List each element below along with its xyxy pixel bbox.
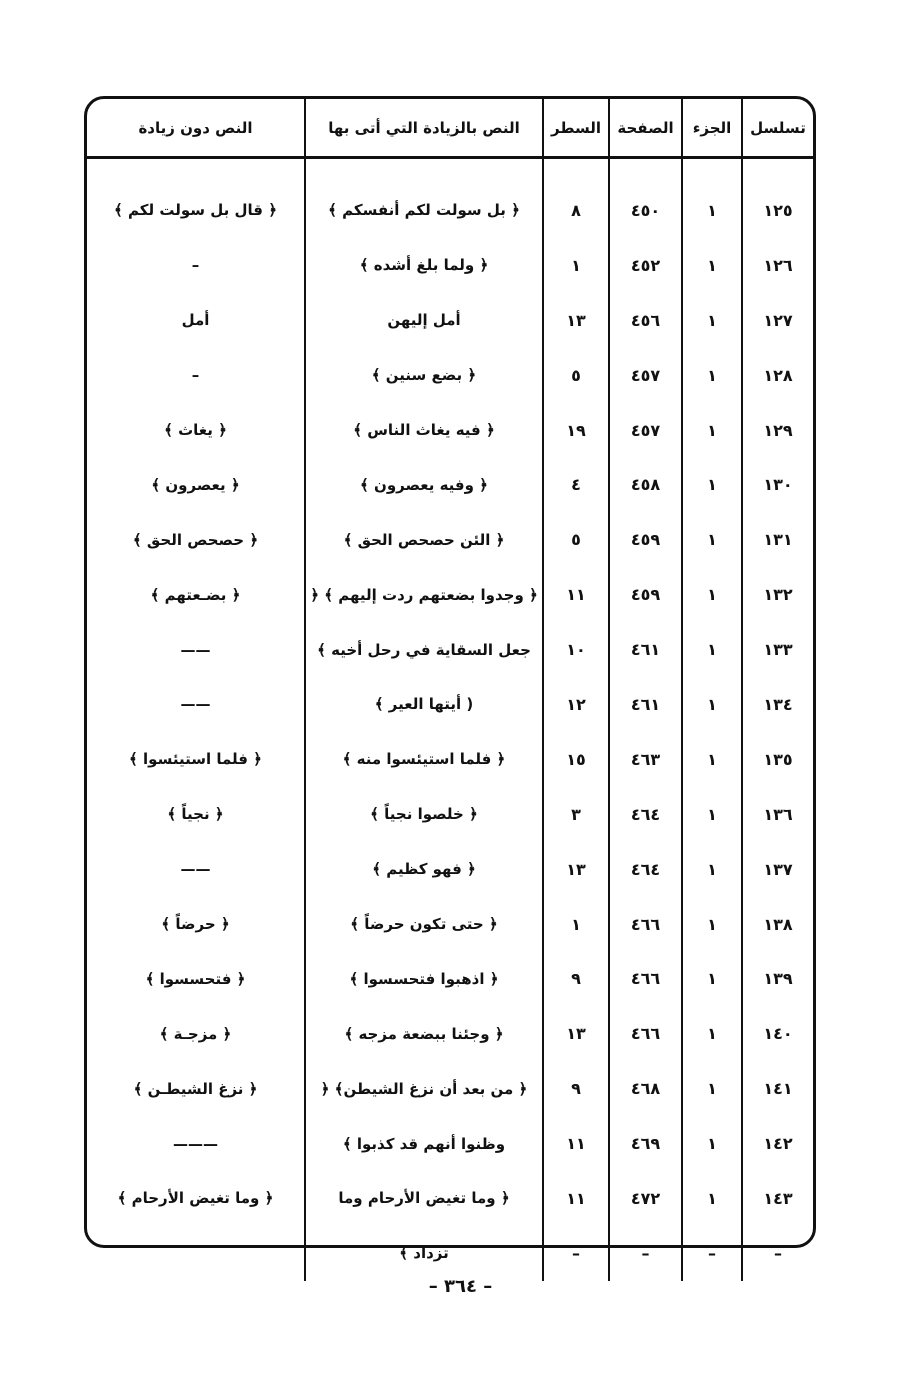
header-text-with-addition: النص بالزيادة التي أتى بها bbox=[305, 99, 543, 158]
cell-page: ٤٦٦ bbox=[609, 1006, 682, 1061]
table-frame bbox=[84, 96, 816, 1263]
cell-page: ٤٥٩ bbox=[609, 567, 682, 622]
cell-line: ١١ bbox=[543, 1171, 609, 1226]
cell-line: ٥ bbox=[543, 512, 609, 567]
cell-serial: ١٣٤ bbox=[742, 677, 813, 732]
cell-text-with-addition: ﴿ حتى تكون حرضاً ﴾ bbox=[305, 897, 543, 952]
cell-part: ١ bbox=[682, 238, 742, 293]
cell-text-with-addition: ( أيتها العير ﴾ bbox=[305, 677, 543, 732]
cell-page: ٤٦٤ bbox=[609, 842, 682, 897]
cell-text-with-addition: ﴿ وما تغيض الأرحام وما bbox=[305, 1171, 543, 1226]
cell-part: ١ bbox=[682, 732, 742, 787]
cell-line: ١ bbox=[543, 238, 609, 293]
table-row bbox=[87, 1226, 813, 1281]
cell-page: ٤٥٠ bbox=[609, 158, 682, 238]
cell-text-with-addition: ﴿ فهو كظيم ﴾ bbox=[305, 842, 543, 897]
cell-part: ١ bbox=[682, 787, 742, 842]
cell-text-without-addition: ﴿ فلما استيئسوا ﴾ bbox=[129, 750, 262, 769]
cell-line: ١١ bbox=[543, 567, 609, 622]
cell-line: ١٥ bbox=[543, 732, 609, 787]
cell-line: ١٢ bbox=[543, 677, 609, 732]
cell-serial: ١٣٦ bbox=[742, 787, 813, 842]
table-row bbox=[87, 1116, 813, 1171]
cell-page: ٤٥٨ bbox=[609, 457, 682, 512]
cell-serial: ١٣٧ bbox=[742, 842, 813, 897]
cell-text-without-addition: —— bbox=[180, 860, 211, 879]
header-line: السطر bbox=[543, 99, 609, 158]
cell-text-without-addition: ﴿ وما تغيض الأرحام ﴾ bbox=[117, 1189, 274, 1208]
table-row bbox=[87, 238, 813, 293]
cell-text-with-addition: تزداد ﴾ bbox=[305, 1226, 543, 1281]
cell-text-without-addition: – bbox=[191, 366, 200, 385]
cell-text-with-addition: ﴿ ولما بلغ أشده ﴾ bbox=[305, 238, 543, 293]
cell-page: ٤٥٧ bbox=[609, 348, 682, 403]
cell-part: ١ bbox=[682, 1116, 742, 1171]
cell-text-without-addition: ﴿ حرضاً ﴾ bbox=[161, 915, 230, 934]
cell-part: ١ bbox=[682, 158, 742, 238]
table-row bbox=[87, 512, 813, 567]
table-row bbox=[87, 1006, 813, 1061]
cell-page: – bbox=[609, 1226, 682, 1281]
cell-part: – bbox=[682, 1226, 742, 1281]
cell-line: ١١ bbox=[543, 1116, 609, 1171]
table-row bbox=[87, 677, 813, 732]
cell-part: ١ bbox=[682, 951, 742, 1006]
cell-text-without-addition: ﴿ يغاث ﴾ bbox=[164, 421, 227, 439]
cell-line: ١٠ bbox=[543, 622, 609, 677]
table-row bbox=[87, 787, 813, 842]
cell-serial: ١٤١ bbox=[742, 1061, 813, 1116]
cell-text-with-addition: ﴿ وجدوا بضعتهم ردت إليهم ﴾ ﴿ bbox=[305, 567, 543, 622]
cell-page: ٤٥٦ bbox=[609, 293, 682, 348]
cell-text-with-addition: ﴿ بل سولت لكم أنفسكم ﴾ bbox=[305, 158, 543, 238]
cell-text-with-addition: أمل إليهن bbox=[305, 293, 543, 348]
cell-part: ١ bbox=[682, 348, 742, 403]
cell-text-with-addition: وظنوا أنهم قد كذبوا ﴾ bbox=[305, 1116, 543, 1171]
cell-text-with-addition: ﴿ من بعد أن نزغ الشيطن﴾ ﴿ bbox=[305, 1061, 543, 1116]
cell-serial: ١٤٣ bbox=[742, 1171, 813, 1226]
table-row bbox=[87, 293, 813, 348]
cell-part: ١ bbox=[682, 1061, 742, 1116]
cell-serial: ١٤٠ bbox=[742, 1006, 813, 1061]
cell-text-without-addition: ﴿ فتحسسوا ﴾ bbox=[145, 969, 246, 988]
table-row bbox=[87, 951, 813, 1006]
cell-part: ١ bbox=[682, 897, 742, 952]
cell-part: ١ bbox=[682, 1171, 742, 1226]
header-part: الجزء bbox=[682, 99, 742, 158]
cell-text-without-addition: ﴿ مزجـة ﴾ bbox=[159, 1024, 232, 1043]
table-row bbox=[87, 732, 813, 787]
table-row bbox=[87, 842, 813, 897]
cell-text-with-addition: ﴿ خلصوا نجياً ﴾ bbox=[305, 787, 543, 842]
table-row bbox=[87, 158, 813, 238]
header-serial: تسلسل bbox=[742, 99, 813, 158]
cell-serial: ١٢٨ bbox=[742, 348, 813, 403]
header-row bbox=[87, 99, 813, 158]
cell-part: ١ bbox=[682, 512, 742, 567]
cell-text-with-addition: ﴿ وجئنا ببضعة مزجه ﴾ bbox=[305, 1006, 543, 1061]
cell-line: – bbox=[543, 1226, 609, 1281]
cell-text-without-addition: ﴿ بضـعتهم ﴾ bbox=[150, 585, 241, 604]
cell-part: ١ bbox=[682, 457, 742, 512]
cell-text-without-addition: ——— bbox=[173, 1134, 218, 1153]
cell-part: ١ bbox=[682, 293, 742, 348]
table-body bbox=[87, 158, 813, 1281]
table-row bbox=[87, 567, 813, 622]
cell-text-without-addition bbox=[87, 1226, 305, 1281]
cell-serial: ١٣٩ bbox=[742, 951, 813, 1006]
comparison-table bbox=[87, 99, 813, 1281]
cell-text-without-addition: أمل bbox=[181, 311, 210, 330]
cell-page: ٤٦٦ bbox=[609, 897, 682, 952]
cell-serial: ١٣٢ bbox=[742, 567, 813, 622]
table-row bbox=[87, 403, 813, 458]
cell-line: ١٣ bbox=[543, 1006, 609, 1061]
cell-part: ١ bbox=[682, 567, 742, 622]
cell-serial: ١٣٥ bbox=[742, 732, 813, 787]
cell-serial: ١٣٠ bbox=[742, 457, 813, 512]
cell-text-with-addition: جعل السقاية في رحل أخيه ﴾ bbox=[305, 622, 543, 677]
cell-part: ١ bbox=[682, 677, 742, 732]
cell-serial: ١٣٣ bbox=[742, 622, 813, 677]
cell-text-without-addition: —— bbox=[180, 695, 211, 714]
cell-page: ٤٦١ bbox=[609, 677, 682, 732]
cell-part: ١ bbox=[682, 622, 742, 677]
cell-line: ١٣ bbox=[543, 293, 609, 348]
cell-page: ٤٥٢ bbox=[609, 238, 682, 293]
header-text-without-addition: النص دون زيادة bbox=[87, 99, 305, 158]
header-page: الصفحة bbox=[609, 99, 682, 158]
cell-line: ٩ bbox=[543, 1061, 609, 1116]
cell-page: ٤٦٣ bbox=[609, 732, 682, 787]
cell-serial: ١٢٩ bbox=[742, 403, 813, 458]
cell-page: ٤٥٧ bbox=[609, 403, 682, 458]
cell-text-without-addition: —— bbox=[180, 640, 211, 659]
cell-text-with-addition: ﴿ اذهبوا فتحسسوا ﴾ bbox=[305, 951, 543, 1006]
cell-serial: ١٢٦ bbox=[742, 238, 813, 293]
cell-serial: ١٤٢ bbox=[742, 1116, 813, 1171]
table-row bbox=[87, 1061, 813, 1116]
cell-page: ٤٥٩ bbox=[609, 512, 682, 567]
cell-text-without-addition: ﴿ نزغ الشيطـن ﴾ bbox=[133, 1079, 258, 1098]
cell-line: ٨ bbox=[543, 158, 609, 238]
cell-serial: – bbox=[742, 1226, 813, 1281]
cell-text-with-addition: ﴿ فلما استيئسوا منه ﴾ bbox=[305, 732, 543, 787]
page-number: – ٣٦٤ – bbox=[428, 1276, 493, 1297]
table-row bbox=[87, 897, 813, 952]
cell-page: ٤٦٩ bbox=[609, 1116, 682, 1171]
cell-text-without-addition: ﴿ قال بل سولت لكم ﴾ bbox=[114, 201, 277, 220]
cell-serial: ١٣١ bbox=[742, 512, 813, 567]
cell-line: ٣ bbox=[543, 787, 609, 842]
cell-text-without-addition: ﴿ يعصرون ﴾ bbox=[151, 475, 240, 494]
cell-text-with-addition: ﴿ وفيه يعصرون ﴾ bbox=[305, 457, 543, 512]
cell-line: ٩ bbox=[543, 951, 609, 1006]
cell-serial: ١٣٨ bbox=[742, 897, 813, 952]
cell-text-with-addition: ﴿ فيه يغاث الناس ﴾ bbox=[305, 403, 543, 458]
cell-part: ١ bbox=[682, 403, 742, 458]
cell-page: ٤٦٤ bbox=[609, 787, 682, 842]
cell-page: ٤٦١ bbox=[609, 622, 682, 677]
table-row bbox=[87, 457, 813, 512]
cell-text-without-addition: – bbox=[191, 256, 200, 275]
cell-line: ١ bbox=[543, 897, 609, 952]
table-row bbox=[87, 622, 813, 677]
cell-part: ١ bbox=[682, 842, 742, 897]
cell-text-with-addition: ﴿ الئن حصحص الحق ﴾ bbox=[305, 512, 543, 567]
cell-serial: ١٢٥ bbox=[742, 158, 813, 238]
cell-line: ١٣ bbox=[543, 842, 609, 897]
cell-serial: ١٢٧ bbox=[742, 293, 813, 348]
cell-line: ٤ bbox=[543, 457, 609, 512]
cell-part: ١ bbox=[682, 1006, 742, 1061]
cell-page: ٤٧٢ bbox=[609, 1171, 682, 1226]
cell-page: ٤٦٨ bbox=[609, 1061, 682, 1116]
cell-text-without-addition: ﴿ نجياً ﴾ bbox=[167, 805, 224, 824]
table-row bbox=[87, 1171, 813, 1226]
cell-line: ٥ bbox=[543, 348, 609, 403]
cell-text-with-addition: ﴿ بضع سنين ﴾ bbox=[305, 348, 543, 403]
cell-page: ٤٦٦ bbox=[609, 951, 682, 1006]
cell-line: ١٩ bbox=[543, 403, 609, 458]
table-row bbox=[87, 348, 813, 403]
cell-text-without-addition: ﴿ حصحص الحق ﴾ bbox=[132, 530, 259, 549]
